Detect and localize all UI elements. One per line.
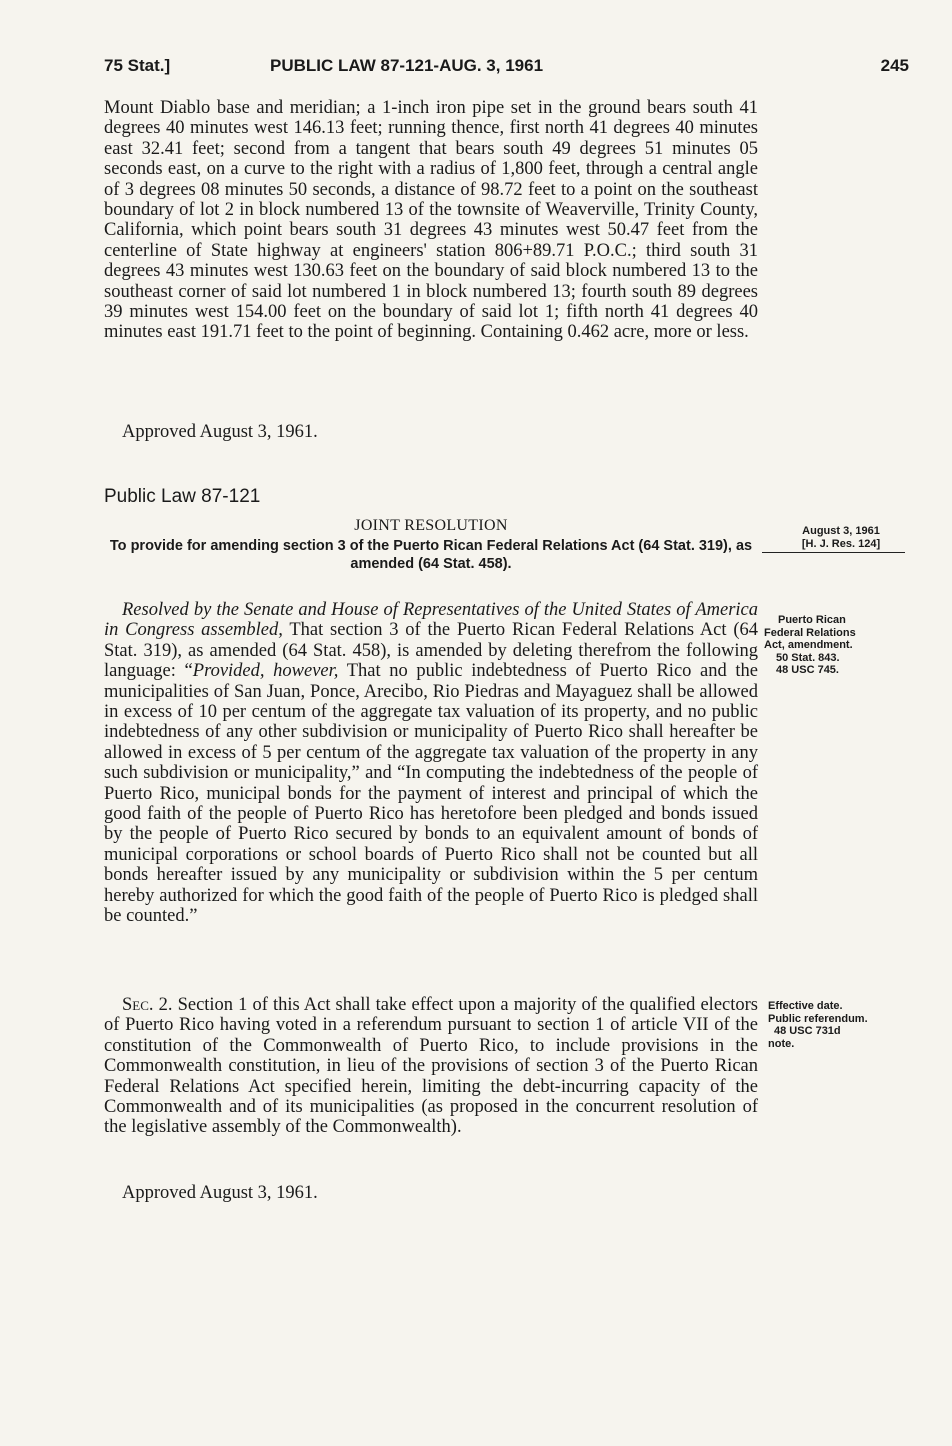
- section-1-text: That section 3 of the Puerto Rican Federal Relations Act (64 Stat. 319), as amended (64 Stat. 458), is amended by deleting therefrom the following language: “: [104, 620, 758, 682]
- mn-eff-3: 48 USC 731d: [774, 1025, 841, 1037]
- mn-eff-1: Effective date.: [768, 1000, 843, 1012]
- resolution-purpose: To provide for amending section 3 of the Puerto Rican Federal Relations Act (64 Stat. 319), as amended (64 Stat. 458).: [109, 538, 753, 572]
- page-number: 245: [880, 56, 909, 75]
- mn-pr-title-1: Puerto Rican: [778, 614, 846, 626]
- mn-pr-cite-2: 48 USC 745.: [776, 664, 839, 676]
- public-law-title: Public Law 87-121: [104, 486, 261, 507]
- resolution-number: [H. J. Res. 124]: [801, 537, 881, 550]
- section-2-text: Section 1 of this Act shall take effect upon a majority of the qualified electors of Puerto Rico having voted in a referendum pursuant to section 1 of article VII of the constitution of the Commonwealth of Puerto Rico, to include provisions in the Commonwealth constitution, in lieu of the provisions of section 3 of the Puerto Rican Federal Relations Act specified herein, limiting the debt-incurring capacity of the Commonwealth and of its municipalities (as proposed in the concurrent resolution of the legislative assembly of the Commonwealth).: [104, 995, 758, 1138]
- running-head: [104, 56, 909, 80]
- purpose-rule: [762, 552, 905, 553]
- section-2-label: Sec. 2.: [122, 995, 173, 1015]
- margin-note-enactment: [776, 525, 906, 550]
- proviso-word: Provided, however,: [192, 661, 339, 682]
- section-1: [104, 600, 758, 927]
- margin-note-effective-date: [768, 1000, 908, 1050]
- mn-pr-title-3: Act, amendment.: [764, 639, 853, 651]
- law-approval: Approved August 3, 1961.: [122, 1183, 318, 1203]
- running-title: PUBLIC LAW 87-121-AUG. 3, 1961: [270, 56, 544, 75]
- mn-eff-2: Public referendum.: [768, 1012, 868, 1025]
- volume-citation: 75 Stat.]: [104, 56, 171, 75]
- mn-pr-cite-1: 50 Stat. 843.: [776, 651, 840, 664]
- enactment-date: August 3, 1961: [802, 525, 880, 537]
- section-1-quote: That no public indebtedness of Puerto Rico and the municipalities of San Juan, Ponce, Arecibo, Rio Piedras and Mayaguez shall be allowed in excess of 10 per centum of the aggregate tax valuation of its property, and no public indebtedness of any other subdivision or municipality of Puerto Rico shall hereafter be allowed in excess of 5 per centum of the aggregate tax valuation of the property in any such subdivision or municipality,” and “In computing the indebtedness of the people of Puerto Rico, municipal bonds for the payment of interest and principal of which the good faith of the people of Puerto Rico has heretofore been pledged and bonds issued by the people of Puerto Rico secured by bonds to an equivalent amount of bonds of municipal corporations or school boards of Puerto Rico shall not be counted but all bonds hereafter issued by any municipality or subdivision within the 5 per centum hereby authorized for which the good faith of the people of Puerto Rico is pledged shall be counted.”: [104, 661, 758, 927]
- mn-eff-4: note.: [768, 1037, 795, 1050]
- previous-law-approval: Approved August 3, 1961.: [122, 422, 318, 442]
- joint-resolution-heading: JOINT RESOLUTION: [354, 517, 508, 534]
- section-2: [104, 995, 758, 1138]
- resolving-clause: Resolved by the Senate and House of Representatives of the United States of America in Congress assembled,: [104, 600, 758, 641]
- mn-pr-title-2: Federal Relations: [764, 626, 856, 639]
- previous-law-continuation: Mount Diablo base and meridian; a 1-inch iron pipe set in the ground bears south 41 degrees 40 minutes west 146.13 feet; running thence, first north 41 degrees 40 minutes east 32.41 feet; second from a tangent that bears south 49 degrees 51 minutes 05 seconds east, on a curve to the right with a radius of 1,800 feet, through a central angle of 3 degrees 08 minutes 50 seconds, a distance of 98.72 feet to a point on the southeast boundary of lot 2 in block numbered 13 of the townsite of Weaverville, Trinity County, California, which point bears south 31 degrees 43 minutes west 50.47 feet from the centerline of State highway at engineers' station 806+89.71 P.O.C.; third south 31 degrees 43 minutes west 130.63 feet on the boundary of said block numbered 13 to the southeast corner of said lot numbered 1 in block numbered 13; fourth south 89 degrees 39 minutes west 154.00 feet on the boundary of said lot 1; fifth north 41 degrees 40 minutes east 191.71 feet to the point of beginning. Containing 0.462 acre, more or less.: [104, 98, 758, 343]
- margin-note-puerto-rico: [764, 614, 904, 677]
